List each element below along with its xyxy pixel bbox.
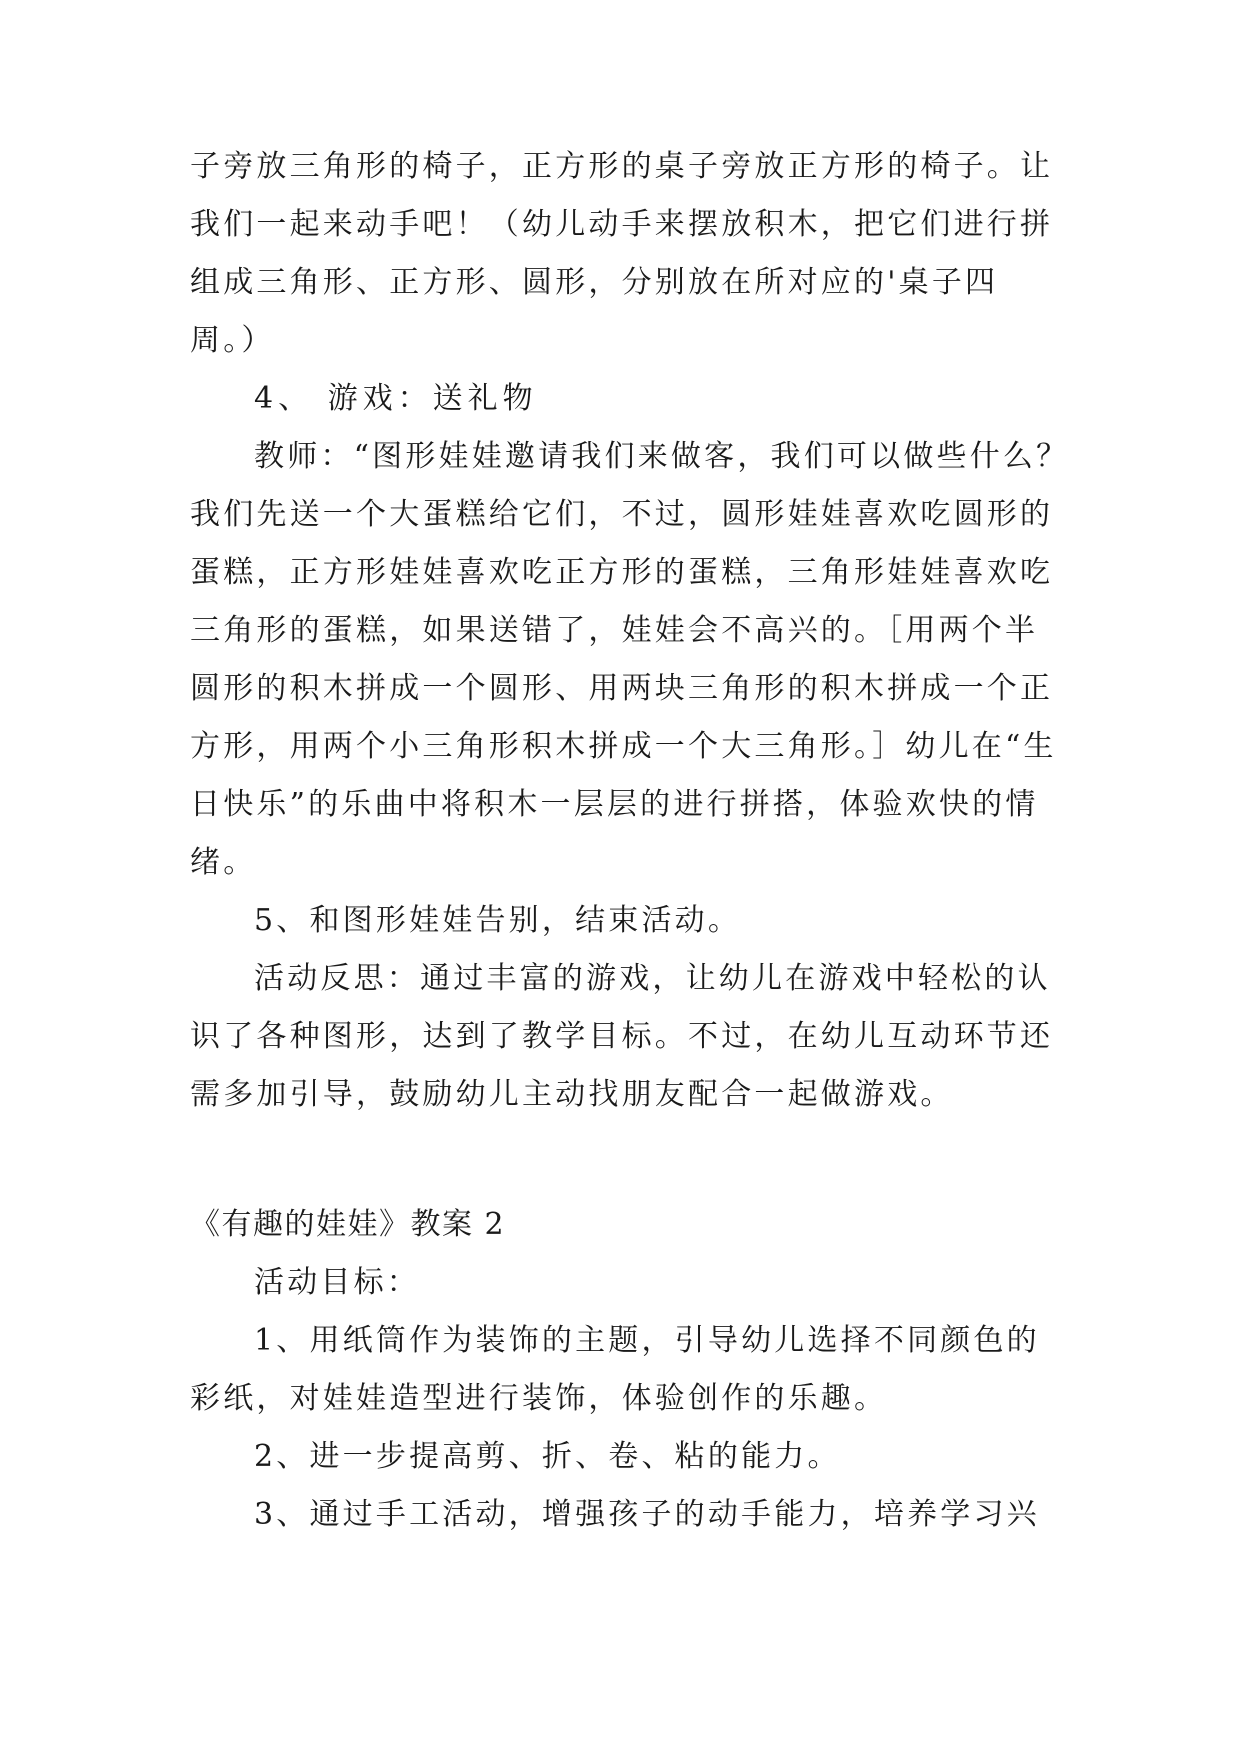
text-line: 我们先送一个大蛋糕给它们，不过，圆形娃娃喜欢吃圆形的 bbox=[190, 497, 1054, 532]
list-item: 5、和图形娃娃告别，结束活动。 bbox=[254, 903, 742, 938]
paragraph-start: 教师：“图形娃娃邀请我们来做客，我们可以做些什么？ bbox=[254, 439, 1070, 474]
text-line: 日快乐”的乐曲中将积木一层层的进行拼搭，体验欢快的情 bbox=[190, 787, 1039, 822]
text-line: 蛋糕，正方形娃娃喜欢吃正方形的蛋糕，三角形娃娃喜欢吃 bbox=[190, 555, 1054, 590]
text-line: 子旁放三角形的椅子，正方形的桌子旁放正方形的椅子。让 bbox=[190, 149, 1054, 184]
text-line: 圆形的积木拼成一个圆形、用两块三角形的积木拼成一个正 bbox=[190, 671, 1054, 706]
text-line: 需多加引导，鼓励幼儿主动找朋友配合一起做游戏。 bbox=[190, 1077, 954, 1112]
section-title: 《有趣的娃娃》教案 2 bbox=[190, 1207, 506, 1242]
list-item-heading: 4、 游戏：送礼物 bbox=[254, 381, 538, 416]
list-item: 1、用纸筒作为装饰的主题，引导幼儿选择不同颜色的 bbox=[254, 1323, 1040, 1358]
text-line: 我们一起来动手吧！（幼儿动手来摆放积木，把它们进行拼 bbox=[190, 207, 1054, 242]
text-line: 识了各种图形，达到了教学目标。不过，在幼儿互动环节还 bbox=[190, 1019, 1054, 1054]
subsection-label: 活动目标： bbox=[254, 1265, 420, 1300]
text-line: 绪。 bbox=[190, 845, 257, 880]
text-line: 方形，用两个小三角形积木拼成一个大三角形。］幼儿在“生 bbox=[190, 729, 1057, 764]
text-line: 组成三角形、正方形、圆形，分别放在所对应的'桌子四 bbox=[190, 265, 999, 300]
list-item: 2、进一步提高剪、折、卷、粘的能力。 bbox=[254, 1439, 841, 1474]
text-line: 周。） bbox=[190, 323, 275, 358]
list-item: 3、通过手工活动，增强孩子的动手能力，培养学习兴 bbox=[254, 1497, 1040, 1532]
paragraph-start: 活动反思：通过丰富的游戏，让幼儿在游戏中轻松的认 bbox=[254, 961, 1051, 996]
text-line: 三角形的蛋糕，如果送错了，娃娃会不高兴的。［用两个半 bbox=[190, 613, 1039, 648]
text-line: 彩纸，对娃娃造型进行装饰，体验创作的乐趣。 bbox=[190, 1381, 888, 1416]
